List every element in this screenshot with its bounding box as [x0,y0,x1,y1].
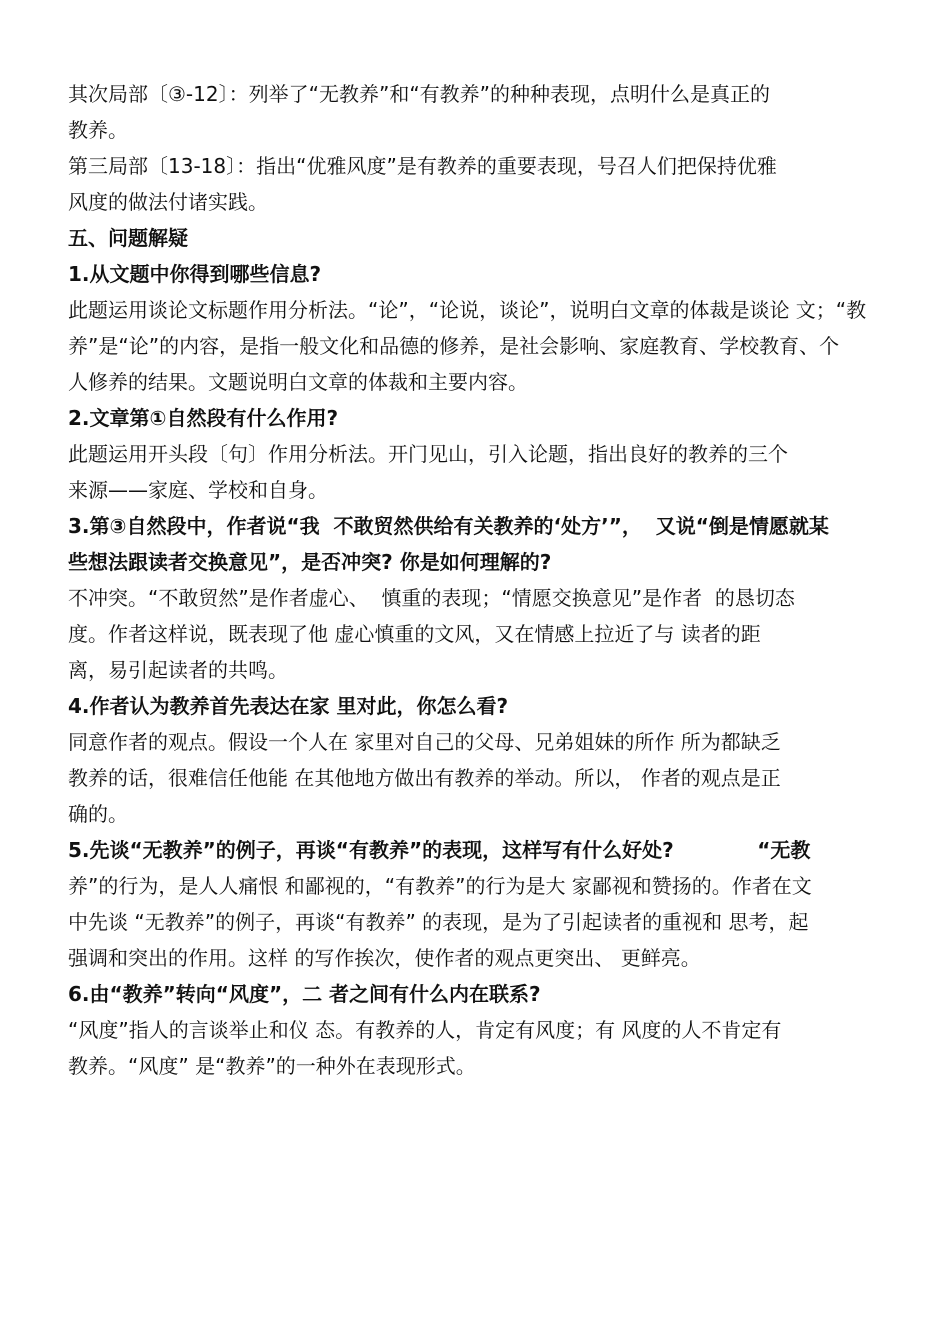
heading-line: 1.从文题中你得到哪些信息? [68,262,322,286]
heading-line: 4.作者认为教养首先表达在家 里对此，你怎么看? [68,694,509,718]
text-line: 养”的行为，是人人痛恨 和鄙视的，“有教养”的行为是大 家鄙视和赞扬的。作者在文 [68,874,812,898]
text-line: 来源——家庭、学校和自身。 [68,478,328,502]
text-line: 不冲突。“不敢贸然”是作者虚心、 慎重的表现；“情愿交换意见”是作者 的恳切态 [68,586,795,610]
text-line: 第三局部〔13-18〕：指出“优雅风度”是有教养的重要表现，号召人们把保持优雅 [68,154,777,178]
text-line: 度。作者这样说，既表现了他 虚心慎重的文风，又在情感上拉近了与 读者的距 [68,622,761,646]
text-line: 中先谈 “无教养”的例子，再谈“有教养” 的表现，是为了引起读者的重视和 思考，起 [68,910,809,934]
text-line: “风度”指人的言谈举止和仪 态。有教养的人，肯定有风度；有 风度的人不肯定有 [68,1018,782,1042]
text-line: 教养。“风度” 是“教养”的一种外在表现形式。 [68,1054,476,1078]
text-line: 强调和突出的作用。这样 的写作挨次，使作者的观点更突出、 更鲜亮。 [68,946,701,970]
text-line: 教养的话，很难信任他能 在其他地方做出有教养的举动。所以， 作者的观点是正 [68,766,781,790]
heading-line: 5.先谈“无教养”的例子，再谈“有教养”的表现，这样写有什么好处? “无教 [68,838,811,862]
text-line: 离，易引起读者的共鸣。 [68,658,288,682]
document-body [68,76,908,1084]
heading-line: 3.第③自然段中，作者说“我 不敢贸然供给有关教养的‘处方’”， 又说“倒是情愿就某 [68,514,829,538]
text-line: 其次局部〔③-12〕：列举了“无教养”和“有教养”的种种表现，点明什么是真正的 [68,82,771,106]
text-line: 此题运用开头段〔句〕作用分析法。开门见山，引入论题，指出良好的教养的三个 [68,442,788,466]
text-line: 风度的做法付诸实践。 [68,190,268,214]
heading-line: 些想法跟读者交换意见”，是否冲突? 你是如何理解的? [68,550,552,574]
heading-line: 6.由“教养”转向“风度”，二 者之间有什么内在联系? [68,982,541,1006]
text-line: 养”是“论”的内容，是指一般文化和品德的修养，是社会影响、家庭教育、学校教育、个 [68,334,840,358]
heading-line: 2.文章第①自然段有什么作用? [68,406,339,430]
text-line: 人修养的结果。文题说明白文章的体裁和主要内容。 [68,370,528,394]
text-line: 教养。 [68,118,128,142]
heading-line: 五、问题解疑 [68,226,188,250]
text-line: 同意作者的观点。假设一个人在 家里对自己的父母、兄弟姐妹的所作 所为都缺乏 [68,730,781,754]
text-line: 此题运用谈论文标题作用分析法。“论”，“论说，谈论”，说明白文章的体裁是谈论 文；“教 [68,298,867,322]
text-line: 确的。 [68,802,128,826]
